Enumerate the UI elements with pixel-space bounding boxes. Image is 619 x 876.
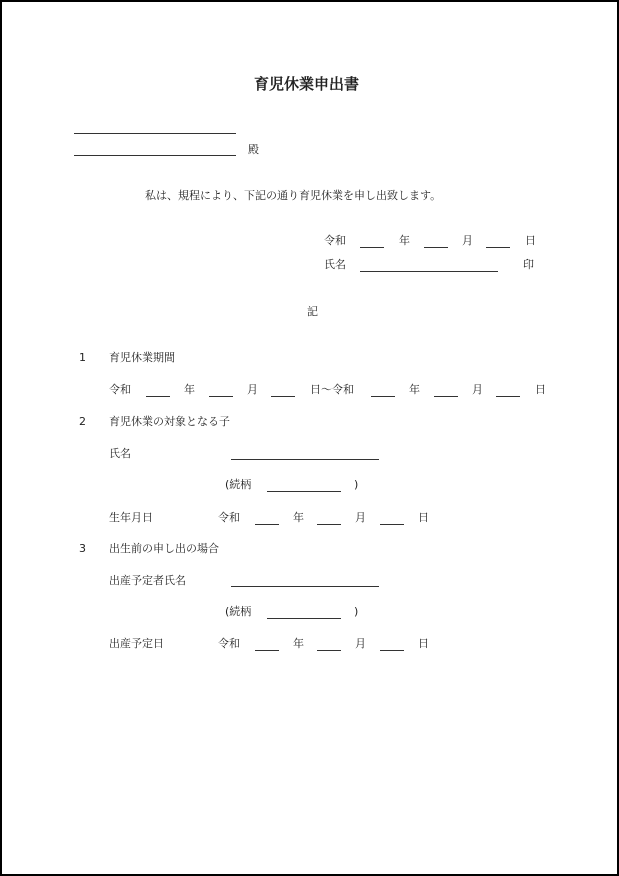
section-3-number: 3 [79,542,86,555]
due-day-line [380,650,404,651]
child-relation-line [267,491,341,492]
period-end-month-line [434,396,458,397]
due-year-line [255,650,279,651]
child-relation-close: ) [354,478,359,491]
ki-heading: 記 [307,305,318,318]
period-end-day-label: 日 [535,383,546,396]
due-month-line [317,650,341,651]
period-start-year-label: 年 [184,383,195,396]
seal-label: 印 [523,258,534,271]
expectant-relation-line [267,618,341,619]
section-3-title: 出生前の申し出の場合 [109,542,219,555]
date-day-label: 日 [525,234,536,247]
addressee-line-2 [74,155,236,156]
period-start-month-label: 月 [247,383,258,396]
birth-day-line [380,524,404,525]
addressee-line-1 [74,133,236,134]
period-end-day-line [496,396,520,397]
applicant-name-line [360,271,498,272]
date-year-label: 年 [399,234,410,247]
expectant-name-line [231,586,379,587]
child-relation-open: (続柄 [225,478,252,491]
period-start-day-line [271,396,295,397]
applicant-name-label: 氏名 [324,258,346,271]
child-name-label: 氏名 [109,447,131,460]
birth-month-label: 月 [355,511,366,524]
period-end-month-label: 月 [472,383,483,396]
statement-text: 私は、規程により、下記の通り育児休業を申し出致します。 [145,189,442,202]
child-name-line [231,459,379,460]
addressee-honorific: 殿 [248,143,259,156]
period-start-era: 令和 [109,383,131,396]
expectant-name-label: 出産予定者氏名 [109,574,186,587]
document-title: 育児休業申出書 [254,75,360,93]
period-start-day-and-end-era: 日～令和 [310,383,354,396]
period-start-year-line [146,396,170,397]
birth-month-line [317,524,341,525]
period-start-month-line [209,396,233,397]
date-month-label: 月 [462,234,473,247]
section-2-number: 2 [79,415,86,428]
period-end-year-label: 年 [409,383,420,396]
date-month-line [424,247,448,248]
due-era: 令和 [218,637,240,650]
birth-era: 令和 [218,511,240,524]
period-end-year-line [371,396,395,397]
due-month-label: 月 [355,637,366,650]
birth-year-label: 年 [293,511,304,524]
due-year-label: 年 [293,637,304,650]
expectant-relation-open: (続柄 [225,605,252,618]
birth-date-label: 生年月日 [109,511,153,524]
birth-day-label: 日 [418,511,429,524]
section-1-number: 1 [79,351,86,364]
expectant-relation-close: ) [354,605,359,618]
section-2-title: 育児休業の対象となる子 [109,415,230,428]
date-day-line [486,247,510,248]
date-year-line [360,247,384,248]
due-date-label: 出産予定日 [109,637,164,650]
birth-year-line [255,524,279,525]
section-1-title: 育児休業期間 [109,351,175,364]
date-era: 令和 [324,234,346,247]
due-day-label: 日 [418,637,429,650]
